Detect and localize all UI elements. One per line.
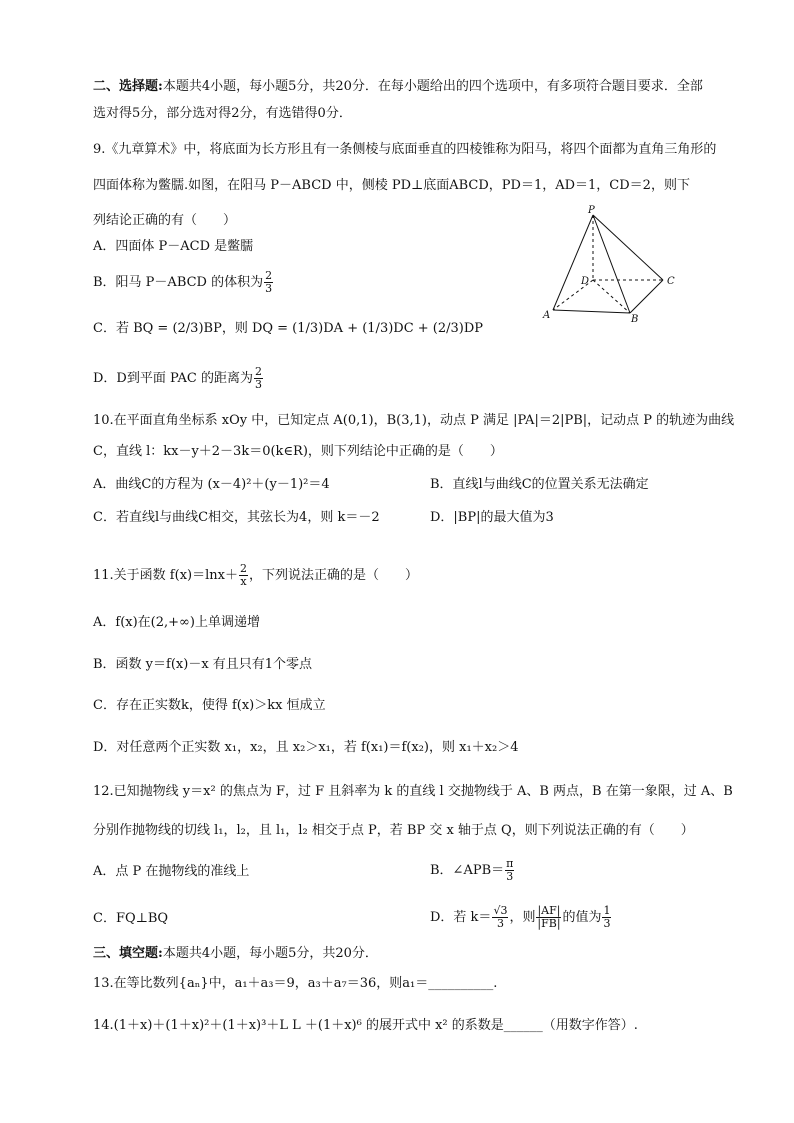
denominator: 3 — [603, 917, 611, 930]
q10-line1: 10.在平面直角坐标系 xOy 中，已知定点 A(0,1)，B(3,1)，动点 P 满足 |PA|＝2|PB|，记动点 P 的轨迹为曲线 — [93, 413, 735, 428]
q12-option-a: A．点 P 在抛物线的准线上 — [93, 864, 250, 879]
edge-pa — [553, 215, 593, 310]
q10-option-c: C．若直线l与曲线C相交，其弦长为4，则 k＝－2 — [93, 510, 380, 525]
denominator: |FB| — [537, 917, 561, 930]
fraction — [536, 905, 561, 930]
numerator: √3 — [493, 904, 508, 917]
denominator: 3 — [265, 282, 273, 295]
numerator: π — [506, 857, 514, 870]
section3-heading: 三、填空题: — [93, 946, 163, 961]
label-p: P — [588, 205, 595, 216]
denominator: 3 — [255, 378, 262, 391]
q9-option-b — [93, 270, 274, 295]
label-a: A — [543, 310, 551, 321]
q12-option-b — [430, 858, 515, 883]
denominator: 3 — [506, 870, 514, 883]
q12-option-c: C．FQ⊥BQ — [93, 911, 169, 926]
label-b: B — [631, 314, 639, 325]
edge-ab — [553, 310, 630, 313]
q10-option-b: B．直线l与曲线C的位置关系无法确定 — [430, 477, 649, 492]
q9-option-c: C．若 BQ = (2/3)BP，则 DQ = (1/3)DA + (1/3)DC + (2/3)DP — [93, 321, 484, 336]
edge-bc — [630, 280, 663, 313]
section2-heading: 二、选择题: — [93, 79, 163, 94]
numerator: 1 — [603, 904, 611, 917]
section2-line2: 选对得5分，部分选对得2分，有选错得0分． — [93, 106, 352, 121]
q9-option-d — [93, 366, 264, 391]
q12-option-b-text: B．∠APB＝ — [430, 863, 505, 878]
section2-text1: 本题共4小题，每小题5分，共20分．在每小题给出的四个选项中，有多项符合题目要求．全部 — [162, 79, 703, 94]
q12-line1: 12.已知抛物线 y＝x² 的焦点为 F，过 F 且斜率为 k 的直线 l 交抛物线于 A、B 两点，B 在第一象限，过 A、B — [93, 784, 733, 799]
q13-line: 13.在等比数列{aₙ}中，a₁＋a₃＝9，a₃＋a₇＝36，则a₁＝__________. — [93, 976, 498, 991]
q9-line2: 四面体称为鳖臑.如图，在阳马 P－ABCD 中，侧棱 PD⊥底面ABCD，PD＝1，AD＝1，CD＝2，则下 — [93, 178, 690, 193]
label-c: C — [667, 276, 675, 287]
q9-line3: 列结论正确的有（ ） — [93, 213, 237, 228]
q11-option-c: C．存在正实数k，使得 f(x)＞kx 恒成立 — [93, 698, 326, 713]
numerator: 2 — [239, 562, 247, 575]
q10-line2: C，直线 l：kx－y＋2－3k＝0(k∈R)，则下列结论中正确的是（ ） — [93, 444, 503, 459]
numerator: 2 — [265, 269, 273, 282]
q11-option-d: D．对任意两个正实数 x₁，x₂，且 x₂＞x₁，若 f(x₁)＝f(x₂)，则 x₁＋x₂＞4 — [93, 740, 519, 755]
q9-option-d-text: D．D到平面 PAC 的距离为 — [93, 371, 253, 386]
q9-line1: 9.《九章算术》中，将底面为长方形且有一条侧棱与底面垂直的四棱锥称为阳马，将四个面都为直角三角形的 — [93, 142, 717, 157]
q12-option-d-post: 的值为 — [562, 910, 602, 925]
q11-option-b: B．函数 y＝f(x)－x 有且只有1个零点 — [93, 657, 313, 672]
edge-db — [593, 280, 630, 313]
section3-text: 本题共4小题，每小题5分，共20分． — [162, 946, 378, 961]
q11-text: 11.关于函数 f(x)＝lnx＋ — [93, 568, 238, 583]
fraction — [602, 905, 611, 930]
fraction — [239, 563, 248, 588]
pyramid-figure — [535, 205, 685, 325]
q12-line2: 分别作抛物线的切线 l₁，l₂，且 l₁，l₂ 相交于点 P，若 BP 交 x 轴于点 Q，则下列说法正确的有（ ） — [93, 823, 694, 838]
label-d: D — [581, 276, 590, 287]
q12-option-d — [430, 905, 612, 930]
q14-line: 14.(1＋x)＋(1＋x)²＋(1＋x)³＋L L ＋(1＋x)⁶ 的展开式中 x² 的系数是______（用数字作答）. — [93, 1018, 638, 1033]
q12-option-d-mid: ，则 — [509, 910, 536, 925]
q12-option-d-text: D．若 k＝ — [430, 910, 492, 925]
numerator: 2 — [255, 365, 262, 378]
numerator: |AF| — [537, 904, 561, 917]
fraction — [264, 270, 273, 295]
q9-option-a: A．四面体 P－ACD 是鳖臑 — [93, 239, 254, 254]
edge-pc — [593, 215, 663, 280]
q11-line1 — [93, 563, 418, 588]
q11-text-end: ，下列说法正确的是（ ） — [248, 568, 418, 583]
fraction — [254, 366, 263, 391]
fraction — [505, 858, 514, 883]
q10-option-d: D．|BP|的最大值为3 — [430, 510, 554, 525]
edge-pb — [593, 215, 630, 313]
denominator: x — [240, 575, 247, 588]
q11-option-a: A．f(x)在(2,+∞)上单调递增 — [93, 615, 260, 630]
fraction — [492, 905, 508, 930]
section3-line — [93, 945, 378, 963]
section2-line1 — [93, 78, 703, 96]
q9-option-b-text: B．阳马 P－ABCD 的体积为 — [93, 275, 264, 290]
q10-option-a: A．曲线C的方程为 (x－4)²＋(y－1)²＝4 — [93, 477, 330, 492]
denominator: 3 — [496, 917, 504, 930]
